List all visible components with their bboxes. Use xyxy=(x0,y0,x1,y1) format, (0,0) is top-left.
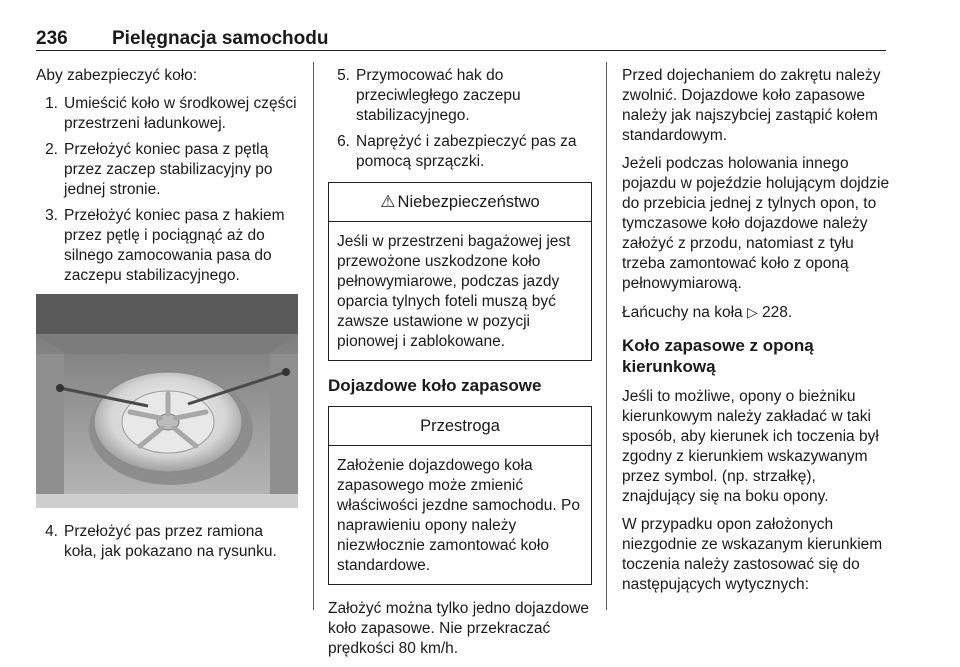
caution-box xyxy=(328,406,592,585)
caution-title: Przestroga xyxy=(329,407,591,446)
page-title: Pielęgnacja samochodu xyxy=(112,28,329,49)
column-3 xyxy=(622,66,890,603)
list-item: 6. Naprężyć i zabezpieczyć pas za pomocą sprzączki. xyxy=(337,133,577,170)
list-item: 2. Przełożyć koniec pasa z pętlą przez zaczep stabilizacyjny po jednej stronie. xyxy=(45,141,273,198)
body-text: Założyć można tylko jedno dojazdowe koło zapasowe. Nie przekraczać prędkości 80 km/h. xyxy=(328,600,590,657)
cross-reference-text: Łańcuchy na koła xyxy=(622,304,743,321)
danger-text: Jeśli w przestrzeni bagażowej jest przewożone uszkodzone koło pełnowymiarowe, podczas jazdy oparcia tylnych foteli muszą być zawsze ustawione w pozycji pionowej i zablokowane. xyxy=(337,233,571,350)
list-item: 5. Przymocować hak do przeciwległego zaczepu stabilizacyjnego. xyxy=(337,67,521,124)
body-text: Przed dojechaniem do zakrętu należy zwolnić. Dojazdowe koło zapasowe należy jak najszybciej zastąpić kołem standardowym. xyxy=(622,67,881,144)
list-item: 4. Przełożyć pas przez ramiona koła, jak pokazano na rysunku. xyxy=(45,523,277,560)
page-number: 236 xyxy=(36,28,68,49)
spare-wheel-illustration xyxy=(36,294,298,508)
caution-text: Założenie dojazdowego koła zapasowego może zmienić właściwości jezdne samochodu. Po naprawieniu opony należy niezwłocznie zamontować koło standardowe. xyxy=(337,457,580,574)
column-divider xyxy=(313,62,314,610)
intro-text: Aby zabezpieczyć koło: xyxy=(36,67,198,84)
body-text: Jeśli to możliwe, opony o bieżniku kierunkowym należy zakładać w taki sposób, aby kierunek ich toczenia był zgodny z kierunkiem wskazywanym przez symbol. (np. strzałkę), znajdujący się na boku opony. xyxy=(622,388,879,505)
column-2 xyxy=(328,66,592,667)
column-1 xyxy=(36,66,300,568)
page-reference-icon: ▷ xyxy=(746,304,758,320)
danger-box-header xyxy=(329,183,591,222)
body-text: W przypadku opon założonych niezgodnie ze wskazanym kierunkiem toczenia należy zastosować się do następujących wytycznych: xyxy=(622,516,883,593)
danger-box xyxy=(328,182,592,361)
cross-reference-link[interactable]: 228. xyxy=(762,304,793,321)
warning-triangle-icon: ⚠ xyxy=(380,192,396,211)
spare-wheel-photo xyxy=(36,294,298,508)
column-divider xyxy=(606,62,607,610)
body-text: Jeżeli podczas holowania innego pojazdu w pojeździe holującym dojdzie do przebicia jednej z tylnych opon, to tymczasowe koło dojazdowe należy założyć z przodu, natomiast z tyłu trzeba zamontować koło z oponą pełnowymiarową. xyxy=(622,155,890,292)
cross-reference xyxy=(622,302,890,323)
danger-title: Niebezpieczeństwo xyxy=(397,193,540,211)
section-heading: Koło zapasowe z oponą kierunkową xyxy=(622,336,814,376)
list-item: 3. Przełożyć koniec pasa z hakiem przez pętlę i pociągnąć aż do silnego zamocowania pasa do zaczepu stabilizacyjnego. xyxy=(45,207,285,284)
list-item: 1. Umieścić koło w środkowej części przestrzeni ładunkowej. xyxy=(45,95,297,132)
page-header xyxy=(36,28,886,51)
section-heading: Dojazdowe koło zapasowe xyxy=(328,376,542,395)
